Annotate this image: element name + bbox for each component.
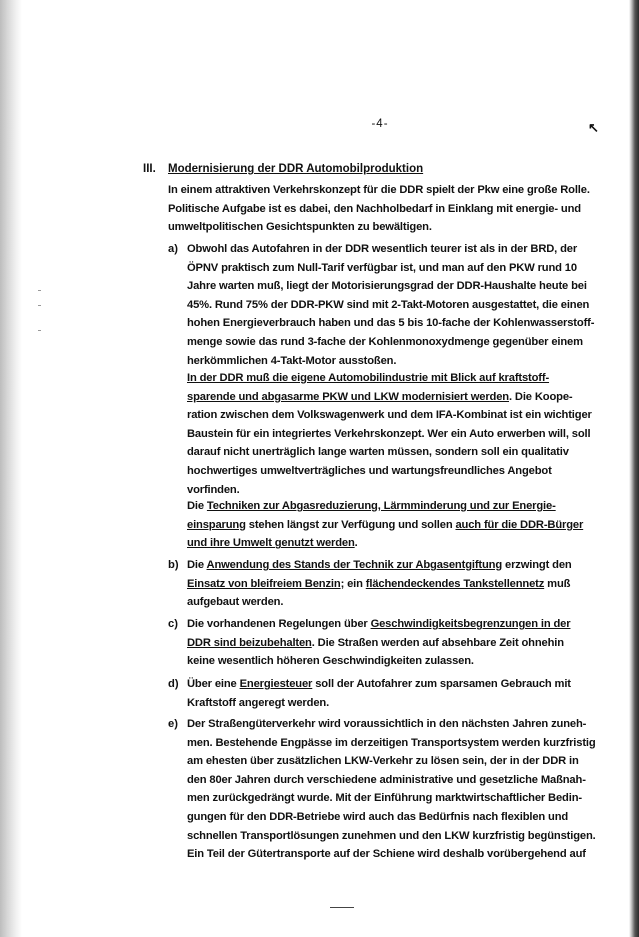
text-line: Ein Teil der Gütertransporte auf der Schiene wird deshalb vorübergehend auf xyxy=(187,848,586,861)
text-segment: Die xyxy=(187,559,207,571)
text-line: umweltpolitischen Gesichtspunkten zu bewältigen. xyxy=(168,221,432,234)
item-e-paragraph xyxy=(187,715,596,864)
text-segment: ; ein xyxy=(340,577,366,590)
underlined-text: Energiesteuer xyxy=(239,678,313,690)
item-d-paragraph xyxy=(187,675,571,712)
text-line: ration zwischen dem Volkswagenwerk und dem IFA-Kombinat ist ein wichtiger xyxy=(187,409,592,422)
underlined-text: Geschwindigkeitsbegrenzungen in der xyxy=(370,618,571,630)
text-segment: . Die Koope- xyxy=(509,390,573,403)
text-line: ÖPNV praktisch zum Null-Tarif verfügbar ist, und man auf den PKW rund 10 xyxy=(187,261,577,274)
text-line: menge sowie das rund 3-fache der Kohlenmonoxydmenge gegenüber einem xyxy=(187,335,583,348)
text-line: hochwertiges umweltverträgliches und wartungsfreundliches Angebot xyxy=(187,464,552,477)
scan-artifact-dash xyxy=(330,907,354,908)
text-line: hohen Energieverbrauch haben und das 5 bis 10-fache der Kohlenwasserstoff- xyxy=(187,317,595,330)
section-title: Modernisierung der DDR Automobilproduktion xyxy=(168,163,424,175)
text-segment: erzwingt den xyxy=(502,559,572,571)
item-c-paragraph xyxy=(187,615,570,671)
page-number: -4- xyxy=(371,118,389,130)
underlined-text: flächendeckendes Tankstellennetz xyxy=(365,577,545,590)
item-a-paragraph-3 xyxy=(187,497,583,553)
underlined-text: und ihre Umwelt genutzt werden xyxy=(187,537,355,550)
item-d-label: d) xyxy=(168,678,179,690)
item-c-label: c) xyxy=(168,618,178,630)
section-number: III. xyxy=(143,163,156,175)
text-line: men zurückgedrängt wurde. Mit der Einführung marktwirtschaftlicher Bedin- xyxy=(187,792,582,805)
text-segment: muß xyxy=(544,577,571,590)
underlined-text: Anwendung des Stands der Technik zur Abgasentgiftung xyxy=(206,559,503,571)
text-line: Obwohl das Autofahren in der DDR wesentlich teurer ist als in der BRD, der xyxy=(187,243,578,255)
text-segment: soll der Autofahrer zum sparsamen Gebrauch mit xyxy=(312,678,571,690)
text-line: In einem attraktiven Verkehrskonzept für die DDR spielt der Pkw eine große Rolle. xyxy=(168,184,590,196)
text-segment: Über eine xyxy=(187,678,240,690)
text-segment: . Die Straßen werden auf absehbare Zeit ohnehin xyxy=(311,636,564,649)
text-line: men. Bestehende Engpässe im derzeitigen Transportsystem werden kurzfristig xyxy=(187,736,596,749)
underlined-text: DDR sind beizubehalten xyxy=(187,636,312,649)
text-line: Jahre warten muß, liegt der Motorisierungsgrad der DDR-Haushalte heute bei xyxy=(187,280,587,293)
text-line: Kraftstoff angeregt werden. xyxy=(187,696,330,709)
underlined-text: Einsatz von bleifreiem Benzin xyxy=(187,577,341,590)
scan-left-edge xyxy=(0,0,22,937)
text-line: am ehesten über zusätzlichen LKW-Verkehr zu lösen sein, der in der DDR in xyxy=(187,755,579,768)
text-line: aufgebaut werden. xyxy=(187,596,284,609)
text-line: den 80er Jahren durch verschiedene administrative und gesetzliche Maßnah- xyxy=(187,773,586,786)
text-segment: stehen längst zur Verfügung und sollen xyxy=(245,518,456,531)
item-b-label: b) xyxy=(168,559,179,571)
underlined-text: auch für die DDR-Bürger xyxy=(455,518,584,531)
item-a-paragraph-2 xyxy=(187,369,592,499)
underlined-text: einsparung xyxy=(187,518,246,531)
item-a-paragraph xyxy=(187,240,594,370)
underlined-text: sparende und abgasarme PKW und LKW modernisiert werden xyxy=(187,390,509,403)
text-line: 45%. Rund 75% der DDR-PKW sind mit 2-Takt-Motoren ausgestattet, die einen xyxy=(187,298,590,311)
intro-paragraph xyxy=(168,181,590,237)
text-line: gungen für den DDR-Betriebe wird auch das Bedürfnis nach flexiblen und xyxy=(187,810,569,823)
text-segment: Die vorhandenen Regelungen über xyxy=(187,618,371,630)
text-line: vorfinden. xyxy=(187,483,240,496)
text-segment: . xyxy=(354,537,358,550)
underlined-text: In der DDR muß die eigene Automobilindustrie mit Blick auf kraftstoff- xyxy=(187,372,550,384)
scan-right-edge xyxy=(629,0,639,937)
item-a-label: a) xyxy=(168,243,178,255)
corner-mark: ↖ xyxy=(588,120,599,135)
text-line: herkömmlichen 4-Takt-Motor ausstoßen. xyxy=(187,354,397,367)
text-line: schnellen Transportlösungen zunehmen und den LKW kurzfristig begünstigen. xyxy=(187,829,596,842)
item-b-paragraph xyxy=(187,556,572,612)
underlined-text: Techniken zur Abgasreduzierung, Lärmminderung und zur Energie- xyxy=(206,500,556,512)
scan-speck xyxy=(38,305,41,306)
text-line: Der Straßengüterverkehr wird voraussichtlich in den nächsten Jahren zuneh- xyxy=(187,718,587,730)
text-line: darauf nicht unerträglich lange warten müssen, sondern soll ein qualitativ xyxy=(187,446,569,459)
item-e-label: e) xyxy=(168,718,178,730)
text-segment: Die xyxy=(187,500,207,512)
scan-speck xyxy=(38,290,41,291)
text-line: Baustein für ein integriertes Verkehrskonzept. Wer ein Auto erwerben will, soll xyxy=(187,427,591,440)
scan-speck xyxy=(38,330,41,331)
text-line: Politische Aufgabe ist es dabei, den Nachholbedarf in Einklang mit energie- und xyxy=(168,202,581,215)
text-line: keine wesentlich höheren Geschwindigkeiten zulassen. xyxy=(187,655,474,668)
